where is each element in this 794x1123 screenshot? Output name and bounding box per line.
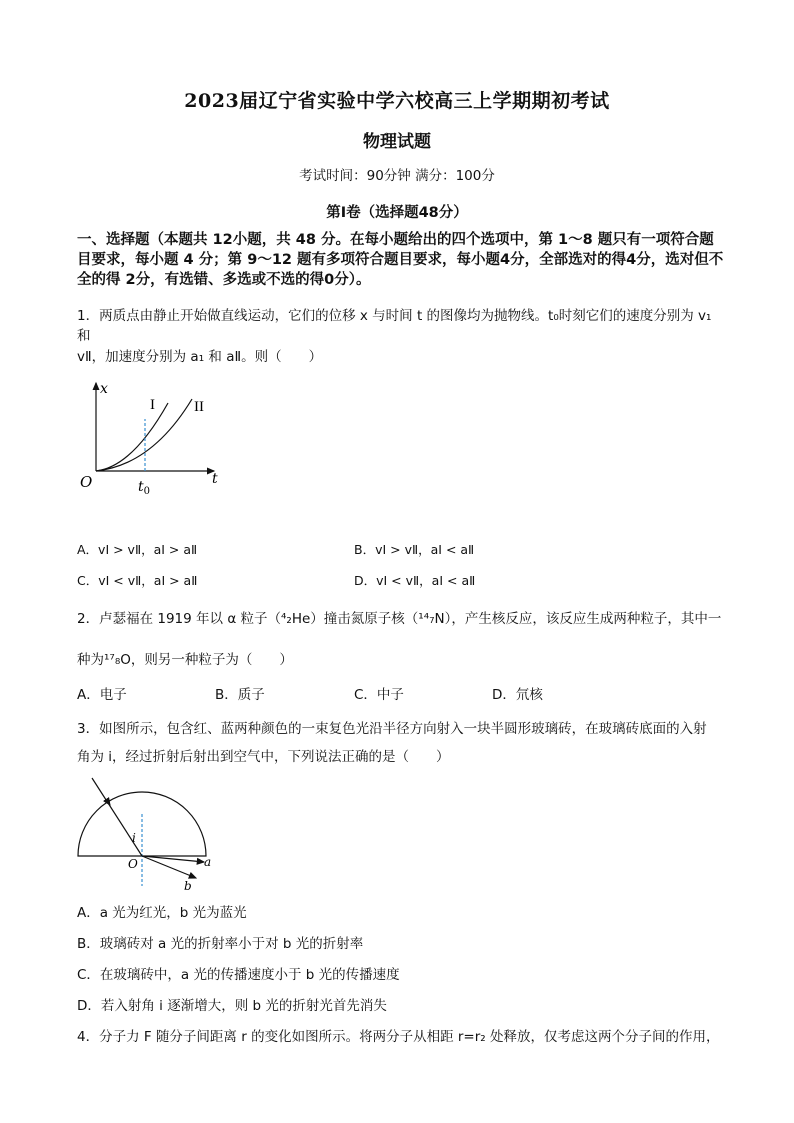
exam-title: 2023届辽宁省实验中学六校高三上学期期初考试 [184,90,610,112]
q3-ray-b [142,856,196,878]
q3-stem-line2: 角为 i，经过折射后射出到空气中，下列说法正确的是（ ） [77,749,450,765]
q1-option-d[interactable]: D．vⅠ < vⅡ，aⅠ < aⅡ [354,573,476,588]
q3-stem-line1: 3．如图所示，包含红、蓝两种颜色的一束复色光沿半径方向射入一块半圆形玻璃砖，在玻璃砖底面的入射 [77,721,707,737]
q1-stem-line1: 1．两质点由静止开始做直线运动，它们的位移 x 与时间 t 的图像均为抛物线。t₀时刻它们的速度分别为 v₁ 和 [77,308,712,344]
q3-origin-label: O [128,857,138,871]
q1-xt-graph [72,375,232,500]
q2-stem-line2: 种为¹⁷₈O，则另一种粒子为（ ） [77,652,293,668]
q1-option-c[interactable]: C．vⅠ < vⅡ，aⅠ > aⅡ [77,573,198,588]
q2-stem-line1: 2．卢瑟福在 1919 年以 α 粒子（⁴₂He）撞击氮原子核（¹⁴₇N），产生核反应，该反应生成两种粒子，其中一 [77,611,722,627]
q3-incident-arrow [108,802,110,805]
q2-option-c[interactable]: C．中子 [354,687,404,703]
q1-curve-2 [96,399,192,471]
section-instructions: 一、选择题（本题共 12小题，共 48 分。在每小题给出的四个选项中，第 1～8 题只有一项符合题目要求，每小题 4 分；第 9～12 题有多项符合题目要求，每小题4分，全部选对的得4分，选对但不全的得 2分，有选错、多选或不选的得0分）。 [77,232,724,288]
q1-x-label: t [212,471,218,487]
q3-semicircle-glass-figure [72,770,222,895]
q1-stem-line2: vⅡ，加速度分别为 a₁ 和 aⅡ。则（ ） [77,349,323,365]
section-heading: 第Ⅰ卷（选择题48分） [326,205,468,221]
exam-info: 考试时间：90分钟 满分：100分 [299,168,495,184]
q3-ray-a [142,856,204,862]
q2-option-d[interactable]: D．氘核 [492,687,543,703]
subject-title: 物理试题 [363,132,431,152]
q4-stem-line1: 4．分子力 F 随分子间距离 r 的变化如图所示。将两分子从相距 r=r₂ 处释放，仅考虑这两个分子间的作用， [77,1029,720,1045]
q3-angle-label: i [132,831,136,845]
q1-y-label: x [100,381,108,397]
q2-option-a[interactable]: A．电子 [77,687,127,703]
q1-curve-2-label: II [194,399,204,415]
q1-option-b[interactable]: B．vⅠ > vⅡ，aⅠ < aⅡ [354,542,475,557]
q3-option-c[interactable]: C．在玻璃砖中，a 光的传播速度小于 b 光的传播速度 [77,967,400,983]
q1-curve-1-label: I [150,397,155,413]
q2-option-b[interactable]: B．质子 [215,687,265,703]
q1-origin-label: O [80,473,93,491]
q1-t0-label: $t_0$ [138,479,151,497]
q1-curve-1 [96,403,168,471]
q3-ray-a-label: a [204,855,212,869]
q3-option-a[interactable]: A．a 光为红光，b 光为蓝光 [77,905,247,921]
q3-option-d[interactable]: D．若入射角 i 逐渐增大，则 b 光的折射光首先消失 [77,998,387,1014]
q3-ray-b-label: b [184,879,192,893]
q1-option-a[interactable]: A．vⅠ > vⅡ，aⅠ > aⅡ [77,542,198,557]
q3-option-b[interactable]: B．玻璃砖对 a 光的折射率小于对 b 光的折射率 [77,936,364,952]
